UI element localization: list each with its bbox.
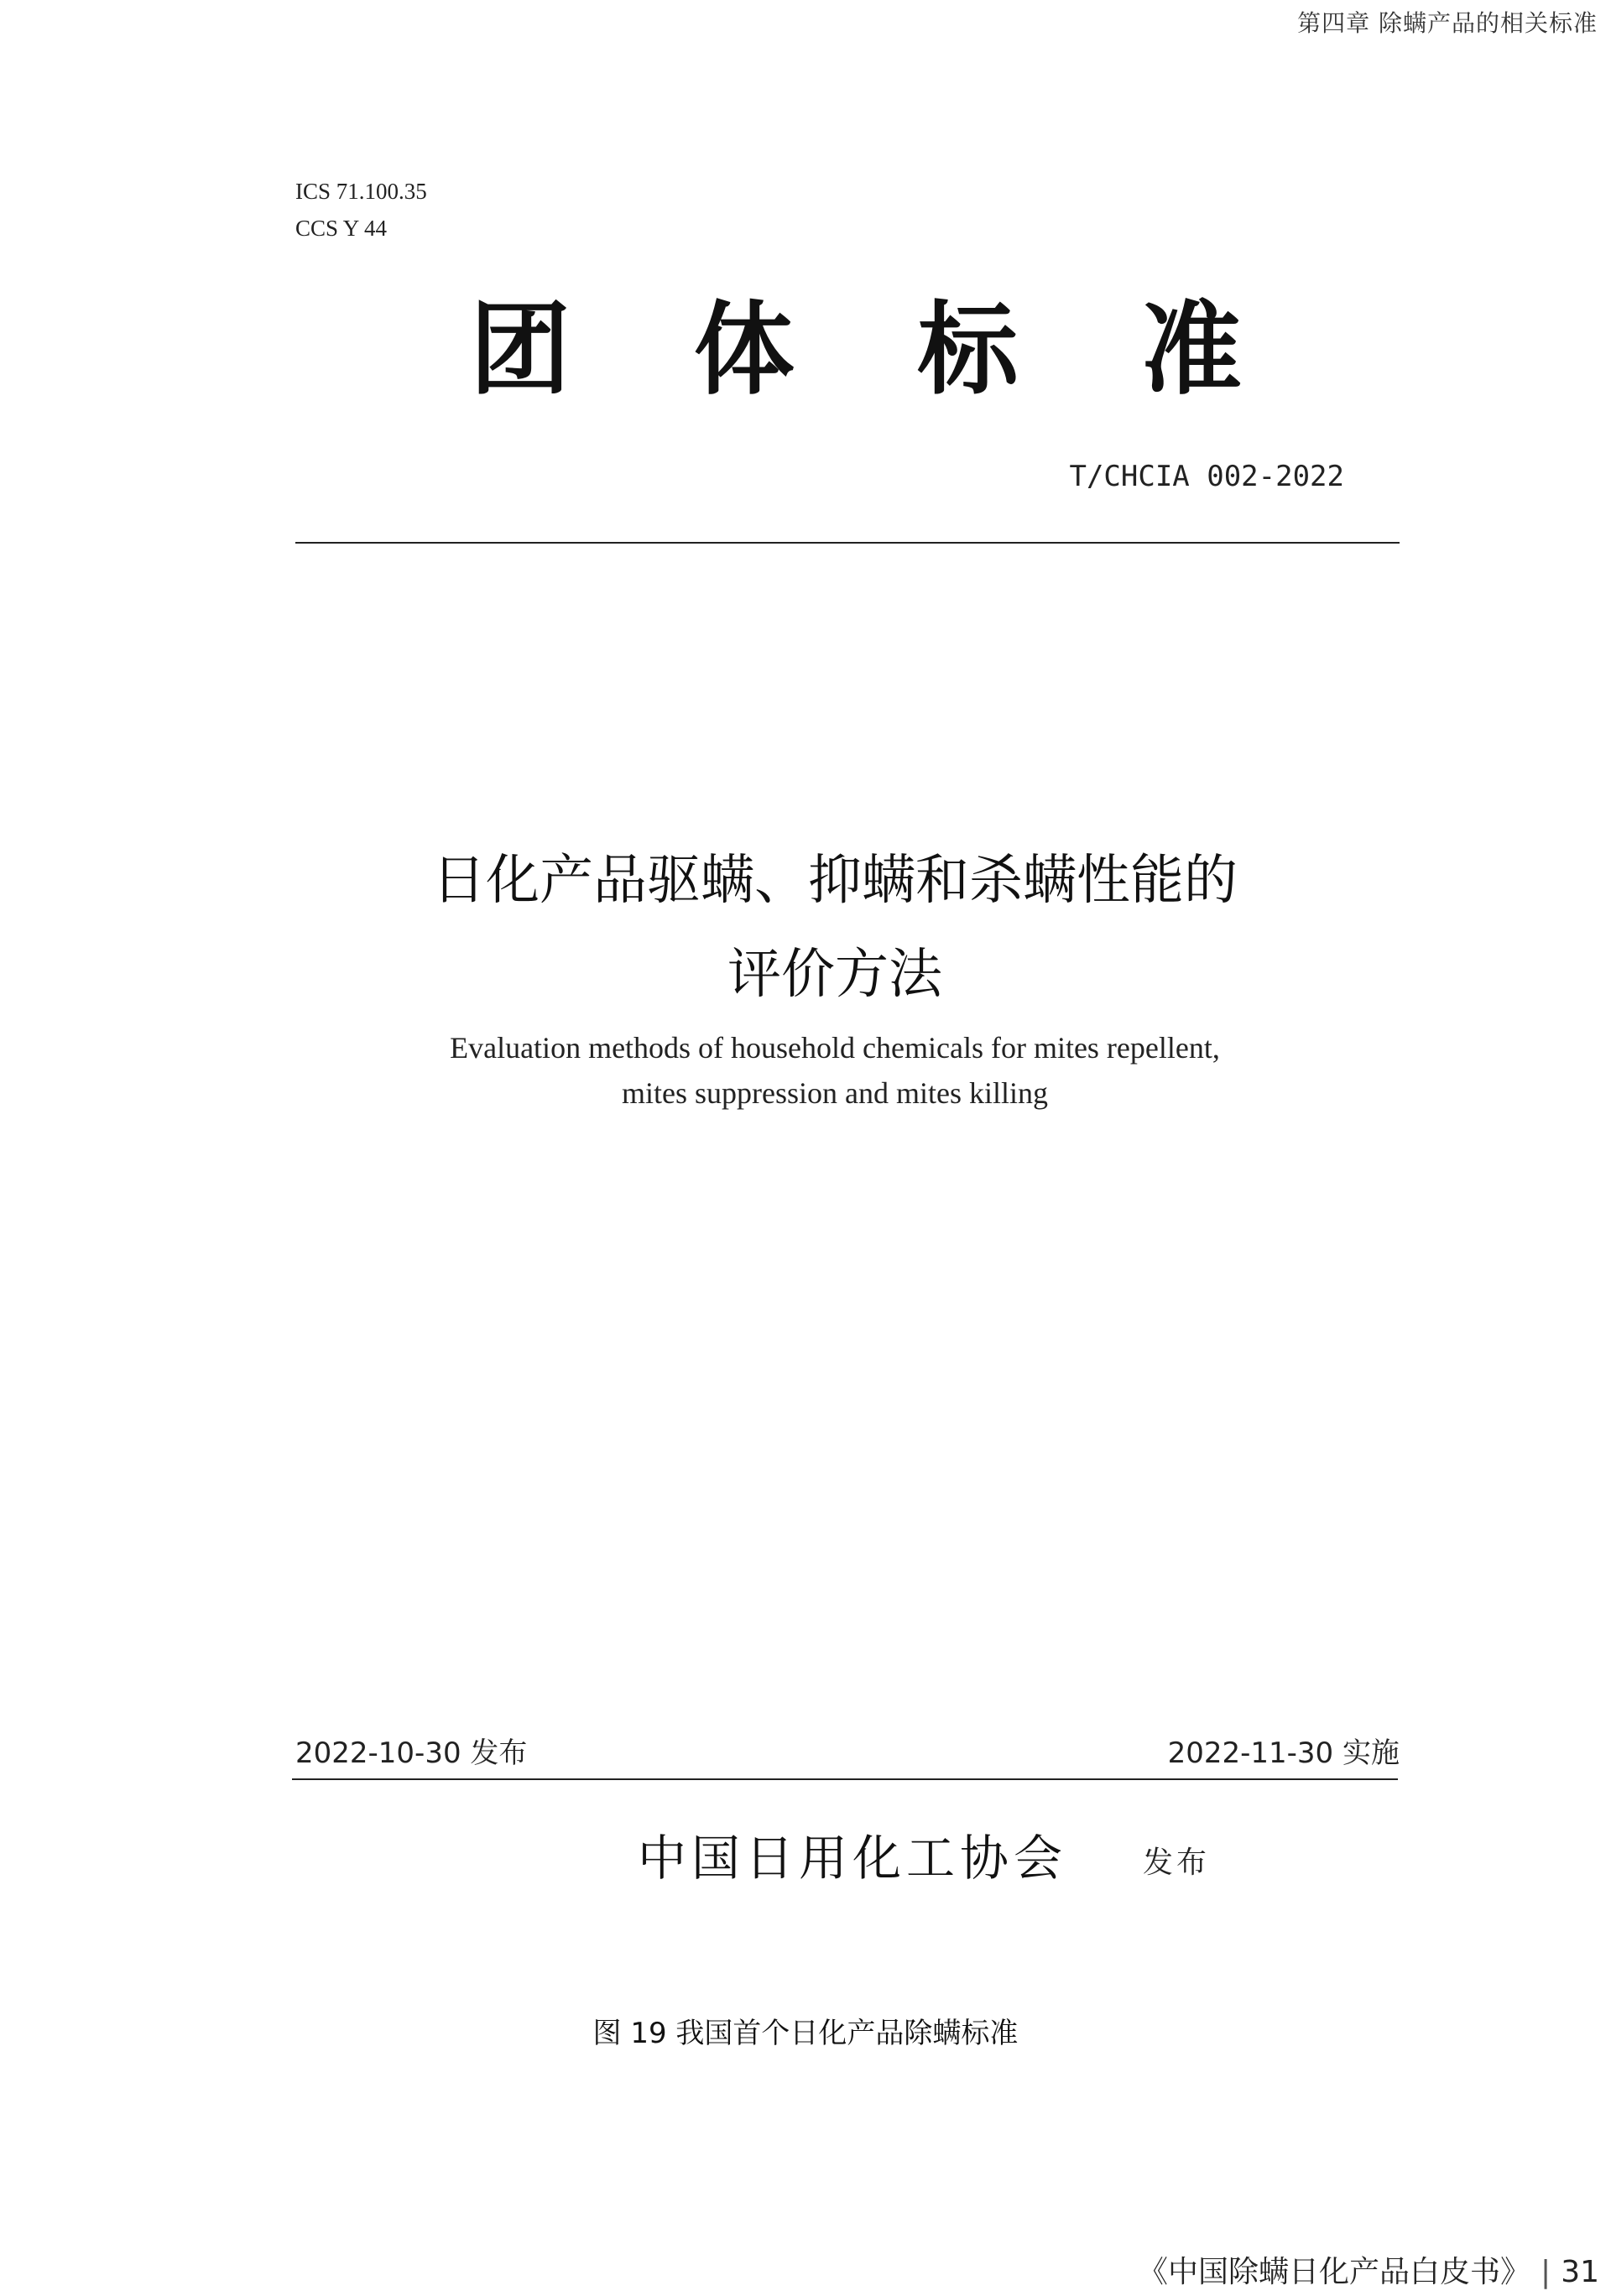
chapter-header: 第四章 除螨产品的相关标准 bbox=[1297, 9, 1598, 37]
document-title-cn-line1: 日化产品驱螨、抑螨和杀螨性能的 bbox=[432, 850, 1238, 912]
standard-type-char: 标 bbox=[917, 292, 1019, 409]
ccs-code: CCS Y 44 bbox=[295, 216, 388, 241]
classification-codes bbox=[295, 173, 427, 247]
figure-caption: 图 19 我国首个日化产品除螨标准 bbox=[592, 2017, 1019, 2050]
publish-label: 发布 bbox=[1143, 1846, 1211, 1880]
standard-number: T/CHCIA 002-2022 bbox=[1069, 460, 1344, 493]
document-title-cn-line2: 评价方法 bbox=[727, 944, 942, 1006]
standard-type-title bbox=[470, 292, 1242, 409]
page-number: 31 bbox=[1561, 2255, 1599, 2289]
top-divider bbox=[295, 542, 1400, 544]
standard-type-char: 团 bbox=[470, 292, 571, 409]
footer-separator: | bbox=[1541, 2255, 1551, 2289]
document-title-en-line2: mites suppression and mites killing bbox=[622, 1076, 1048, 1110]
book-title: 《中国除螨日化产品白皮书》 bbox=[1138, 2255, 1531, 2289]
ics-code: ICS 71.100.35 bbox=[295, 179, 427, 204]
issue-date: 2022-10-30 发布 bbox=[295, 1736, 528, 1770]
page-footer bbox=[1138, 2248, 1599, 2291]
document-title-en-line1: Evaluation methods of household chemicals for mites repellent, bbox=[450, 1031, 1220, 1065]
publisher-name: 中国日用化工协会 bbox=[638, 1830, 1068, 1887]
standard-type-char: 体 bbox=[693, 292, 795, 409]
bottom-divider bbox=[292, 1778, 1398, 1780]
standard-type-char: 准 bbox=[1140, 292, 1242, 409]
implementation-date: 2022-11-30 实施 bbox=[1167, 1736, 1400, 1770]
